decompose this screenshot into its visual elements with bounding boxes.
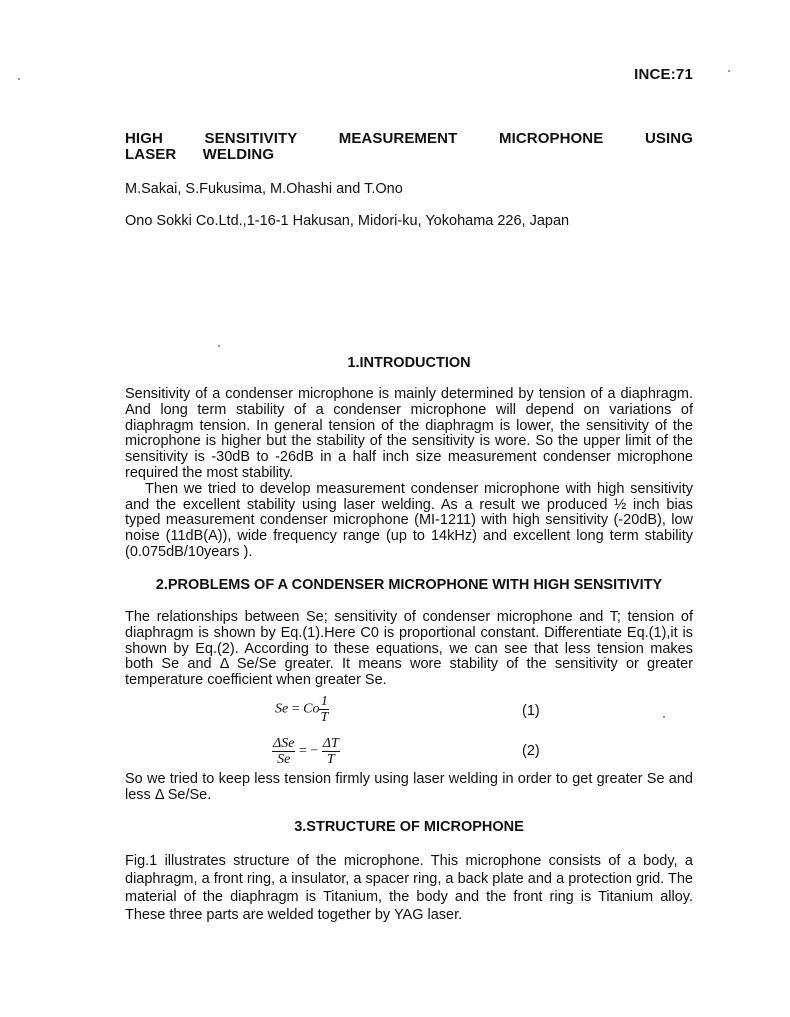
introduction-paragraph-1: Sensitivity of a condenser microphone is mainly determined by tension of a diaphragm. And long term stability of a condenser microphone will depend on variations of diaphragm tension. In general tension of the diaphragm is lower, the sensitivity of the microphone is higher but the stability of the sensitivity is wore. So the upper limit of the sensitivity is -30dB to -26dB in a half inch size measurement condenser microphone required the most stability. — [125, 386, 693, 481]
introduction-paragraph-2: Then we tried to develop measurement condenser microphone with high sensitivity and the excellent stability using laser welding. As a result we produced ½ inch bias typed measurement condenser microphone (MI-1211) with high sensitivity (-20dB), low noise (11dB(A)), wide frequency range (up to 14kHz) and excellent long term stability (0.075dB/10years ). — [125, 480, 693, 560]
paper-affiliation: Ono Sokki Co.Ltd.,1-16-1 Hakusan, Midori-ku, Yokohama 226, Japan — [125, 213, 570, 229]
paper-title: HIGH SENSITIVITY MEASUREMENT MICROPHONE USING LASER WELDING — [125, 130, 693, 163]
scan-speck — [218, 345, 220, 347]
equation-2-number: (2) — [522, 743, 540, 759]
structure-paragraph-1: Fig.1 illustrates structure of the microphone. This microphone consists of a body, a diaphragm, a front ring, a insulator, a spacer ring, a back plate and a protection grid. The material of the diaphragm is Titanium, the body and the front ring is Titanium alloy. These three parts are welded together by YAG laser. — [125, 853, 693, 923]
equation-2: $\frac{\text{ΔSe}}{Se}$ = − $\frac{\Delta T}{T}$ — [273, 736, 339, 767]
section-heading-introduction: 1.INTRODUCTION — [347, 355, 471, 371]
equation-1: Se = Co $\frac{1}{T}$ — [275, 694, 329, 725]
paper-authors: M.Sakai, S.Fukusima, M.Ohashi and T.Ono — [125, 181, 403, 197]
section-heading-structure: 3.STRUCTURE OF MICROPHONE — [294, 819, 524, 835]
section-heading-problems: 2.PROBLEMS OF A CONDENSER MICROPHONE WITH HIGH SENSITIVITY — [155, 577, 663, 593]
scan-speck — [728, 70, 730, 72]
scan-speck — [18, 78, 20, 80]
problems-paragraph-1: The relationships between Se; sensitivity of condenser microphone and T; tension of diaphragm is shown by Eq.(1).Here C0 is proportional constant. Differentiate Eq.(1),it is shown by Eq.(2). According to these equations, we can see that less tension makes both Se and Δ Se/Se greater. It means wore stability of the sensitivity or greater temperature coefficient when greater Se. — [125, 609, 693, 689]
introduction-body — [125, 387, 693, 561]
problems-paragraph-2: So we tried to keep less tension firmly using laser welding in order to get greater Se and less Δ Se/Se. — [125, 771, 693, 803]
conference-code: INCE:71 — [634, 66, 693, 83]
scan-speck — [663, 716, 665, 718]
equation-1-number: (1) — [522, 703, 540, 719]
